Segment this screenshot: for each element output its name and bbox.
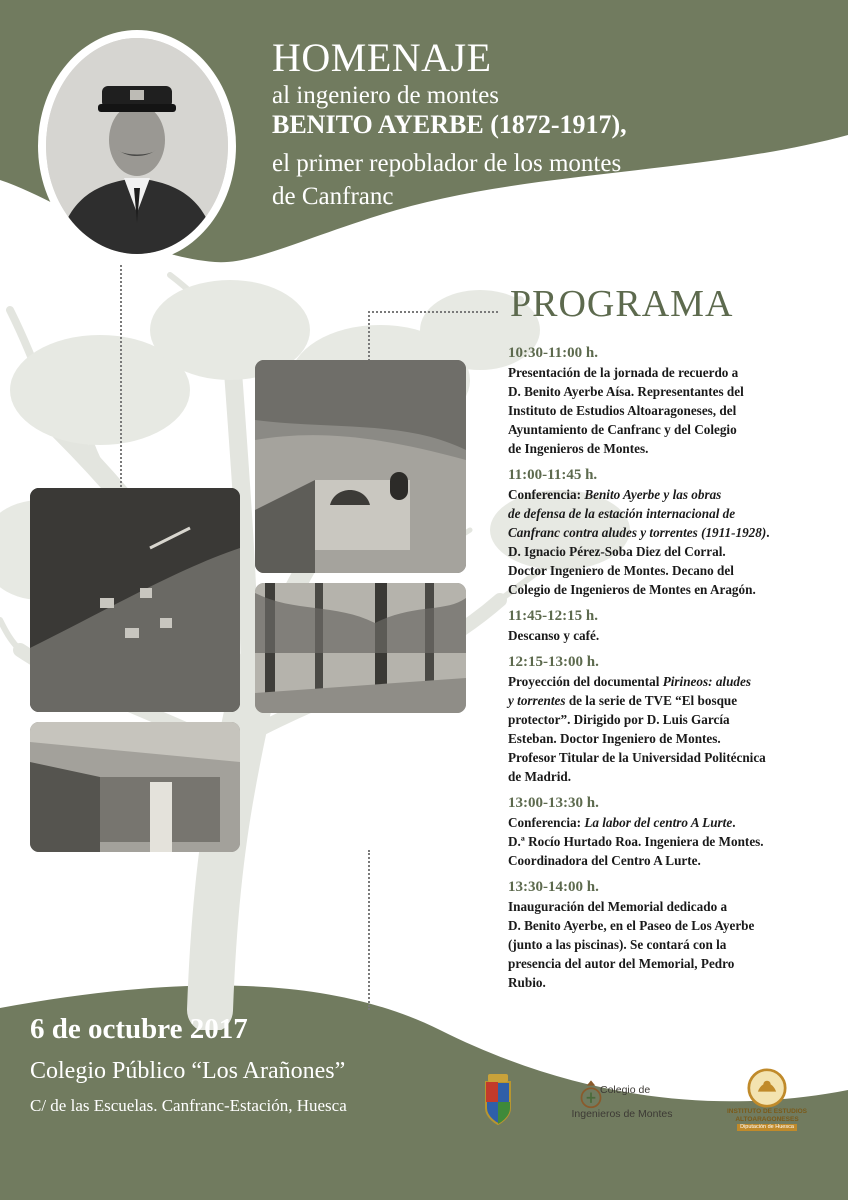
photo-dam-wall: [30, 722, 240, 852]
program-item-desc: [508, 485, 838, 599]
program-item-desc: [508, 813, 838, 870]
program-item-desc: Inauguración del Memorial dedicado a D. Benito Ayerbe, en el Paseo de Los Ayerbe (junto a las piscinas). Se contará con la presencia del autor del Memorial, Pedro Rubio.: [508, 899, 755, 990]
program-item-time: 10:30-11:00 h.: [508, 345, 598, 361]
iea-line-3: Diputación de Huesca: [737, 1124, 797, 1131]
dotted-connector-left: [120, 265, 122, 487]
photo-forest: [255, 583, 466, 713]
header-line-2: BENITO AYERBE (1872-1917),: [272, 110, 627, 139]
iea-emblem-icon: [747, 1068, 787, 1108]
dotted-connector-top: [368, 311, 498, 313]
desc-suffix: . D. Ignacio Pérez-Soba Diez del Corral. Doctor Ingeniero de Montes. Decano del Colegio de Ingenieros de Montes en Aragón.: [508, 525, 770, 597]
program-item-time: 13:00-13:30 h.: [508, 795, 599, 811]
program-item: [508, 878, 838, 992]
colegio-ingenieros-logo: [562, 1078, 682, 1128]
desc-prefix: Conferencia:: [508, 487, 585, 502]
event-date: 6 de octubre 2017: [30, 1013, 248, 1045]
program-item-time: 13:30-14:00 h.: [508, 879, 599, 895]
portrait-benito-ayerbe: [46, 38, 228, 254]
program-item: [508, 607, 838, 645]
program-item: [508, 466, 838, 599]
desc-prefix: Proyección del documental: [508, 674, 663, 689]
programa-title: PROGRAMA: [510, 283, 734, 325]
colegio-line-2: Ingenieros de Montes: [571, 1108, 673, 1120]
header-title: HOMENAJE: [272, 35, 492, 80]
dotted-connector-bottom: [368, 850, 370, 1010]
program-item-desc: Presentación de la jornada de recuerdo a D. Benito Ayerbe Aísa. Representantes del Instituto de Estudios Altoaragoneses, del Ayuntamiento de Canfranc y del Colegio de Ingenieros de Montes.: [508, 365, 744, 456]
dotted-connector-top-down: [368, 311, 370, 361]
program-item: [508, 794, 838, 870]
iea-line-1: INSTITUTO DE ESTUDIOS: [726, 1108, 808, 1115]
desc-suffix: . D.ª Rocío Hurtado Roa. Ingeniera de Montes. Coordinadora del Centro A Lurte.: [508, 815, 764, 868]
event-venue: Colegio Público “Los Arañones”: [30, 1058, 346, 1084]
desc-italic-title: La labor del centro A Lurte: [584, 815, 733, 830]
program-item: [508, 344, 838, 458]
program-item-desc: [508, 672, 838, 786]
event-address: C/ de las Escuelas. Canfranc-Estación, Huesca: [30, 1096, 347, 1115]
colegio-line-1: Colegio de: [600, 1084, 651, 1096]
header-line-4: de Canfranc: [272, 183, 394, 210]
header-line-1: al ingeniero de montes: [272, 82, 500, 109]
desc-suffix: de la serie de TVE “El bosque protector”. Dirigido por D. Luis García Esteban. Doctor Ingeniero de Montes. Profesor Titular de la Universidad Politécnica de Madrid.: [508, 693, 766, 784]
program-item-time: 11:45-12:15 h.: [508, 608, 598, 624]
program-item-time: 12:15-13:00 h.: [508, 654, 599, 670]
photo-mountain-slope: [30, 488, 240, 712]
header-line-3: el primer repoblador de los montes: [272, 150, 622, 177]
program-item: [508, 653, 838, 786]
photo-avalanche-building: [255, 360, 466, 573]
canfranc-coat-of-arms-icon: [478, 1072, 518, 1128]
desc-italic-title: Pirineos: aludes y torrentes: [508, 674, 751, 708]
desc-italic-title: Benito Ayerbe y las obras de defensa de la estación internacional de Canfranc contra aludes y torrentes (1911-1928): [508, 487, 767, 540]
desc-prefix: Conferencia:: [508, 815, 585, 830]
iea-line-2: ALTOARAGONESES: [735, 1115, 799, 1123]
program-list: [508, 344, 838, 1000]
iea-logo: [712, 1068, 822, 1132]
program-item-desc: Descanso y café.: [508, 628, 600, 643]
program-item-time: 11:00-11:45 h.: [508, 467, 598, 483]
